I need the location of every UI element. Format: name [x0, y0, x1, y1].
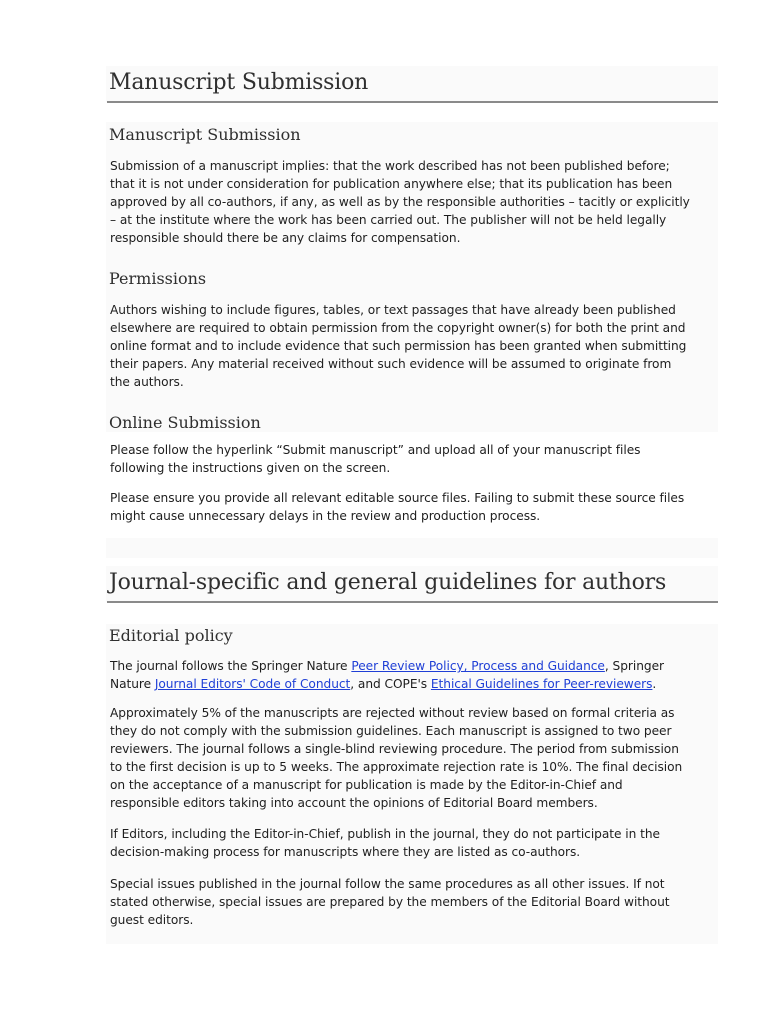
editorial-policy-paragraph-2: [110, 705, 722, 812]
text-fragment: The journal follows the Springer Nature: [110, 659, 352, 673]
text-line: might cause unnecessary delays in the review and production process.: [110, 508, 541, 523]
text-line: approved by all co-authors, if any, as well as by the responsible authorities – tacitly or explicitly: [110, 194, 690, 209]
subheading-editorial-policy: Editorial policy: [109, 626, 233, 645]
text-line: – at the institute where the work has been carried out. The publisher will not be held legally: [110, 212, 667, 227]
subheading-online-submission: Online Submission: [109, 413, 261, 432]
section1-tail-panel: [106, 538, 718, 558]
text-line: Special issues published in the journal follow the same procedures as all other issues. If not: [110, 877, 665, 891]
subheading-permissions: Permissions: [109, 269, 207, 288]
text-line: on the acceptance of a manuscript for publication is made by the Editor-in-Chief and: [110, 777, 623, 792]
editorial-policy-paragraph-4: [110, 876, 722, 930]
text-line: Please ensure you provide all relevant editable source files. Failing to submit these source files: [110, 491, 685, 505]
text-fragment: , and COPE's: [350, 676, 431, 691]
text-line: the authors.: [110, 374, 184, 389]
text-line: guest editors.: [110, 912, 194, 927]
editors-code-of-conduct-link[interactable]: Journal Editors' Code of Conduct: [154, 676, 351, 691]
text-line: online format and to include evidence that such permission has been granted when submitting: [110, 338, 687, 353]
text-line: to the first decision is up to 5 weeks. The approximate rejection rate is 10%. The final decision: [110, 759, 683, 774]
text-line: [110, 676, 722, 694]
online-submission-paragraph-2: [110, 490, 722, 526]
subheading-manuscript-submission: Manuscript Submission: [109, 125, 301, 144]
text-line: If Editors, including the Editor-in-Chief, publish in the journal, they do not participate in the: [110, 827, 660, 841]
submission-paragraph: [110, 158, 722, 248]
editorial-policy-paragraph-3: [110, 826, 722, 862]
text-fragment: , Springer: [604, 659, 664, 673]
text-line: Approximately 5% of the manuscripts are rejected without review based on formal criteria as: [110, 706, 675, 720]
text-line: responsible should there be any claims for compensation.: [110, 230, 461, 245]
cope-ethical-guidelines-link[interactable]: Ethical Guidelines for Peer-reviewers: [430, 676, 653, 691]
online-submission-paragraph-1: [110, 442, 722, 478]
text-line: they do not comply with the submission guidelines. Each manuscript is assigned to two peer: [110, 723, 672, 738]
text-fragment: .: [652, 676, 657, 691]
editorial-policy-intro: [110, 658, 722, 694]
peer-review-policy-link[interactable]: Peer Review Policy, Process and Guidance: [351, 659, 605, 673]
text-line: Please follow the hyperlink “Submit manuscript” and upload all of your manuscript files: [110, 443, 641, 457]
text-fragment: Nature: [110, 676, 155, 691]
text-line: stated otherwise, special issues are prepared by the members of the Editorial Board without: [110, 894, 670, 909]
section-divider: [107, 601, 718, 603]
text-line: decision-making process for manuscripts where they are listed as co-authors.: [110, 844, 581, 859]
text-line: elsewhere are required to obtain permission from the copyright owner(s) for both the print and: [110, 320, 686, 335]
text-line: that it is not under consideration for publication anywhere else; that its publication has been: [110, 176, 673, 191]
text-line: reviewers. The journal follows a single-blind reviewing procedure. The period from submission: [110, 741, 679, 756]
text-line: their papers. Any material received without such evidence will be assumed to originate from: [110, 356, 672, 371]
section-divider: [107, 101, 718, 103]
section-title-manuscript-submission: Manuscript Submission: [109, 70, 369, 95]
text-line: following the instructions given on the screen.: [110, 460, 391, 475]
text-line: Submission of a manuscript implies: that the work described has not been published before;: [110, 159, 670, 173]
text-line: responsible editors taking into account the opinions of Editorial Board members.: [110, 795, 598, 810]
text-line: [110, 658, 722, 676]
text-line: Authors wishing to include figures, tables, or text passages that have already been published: [110, 303, 676, 317]
permissions-paragraph: [110, 302, 722, 392]
section-title-journal-guidelines: Journal-specific and general guidelines for authors: [109, 570, 667, 595]
